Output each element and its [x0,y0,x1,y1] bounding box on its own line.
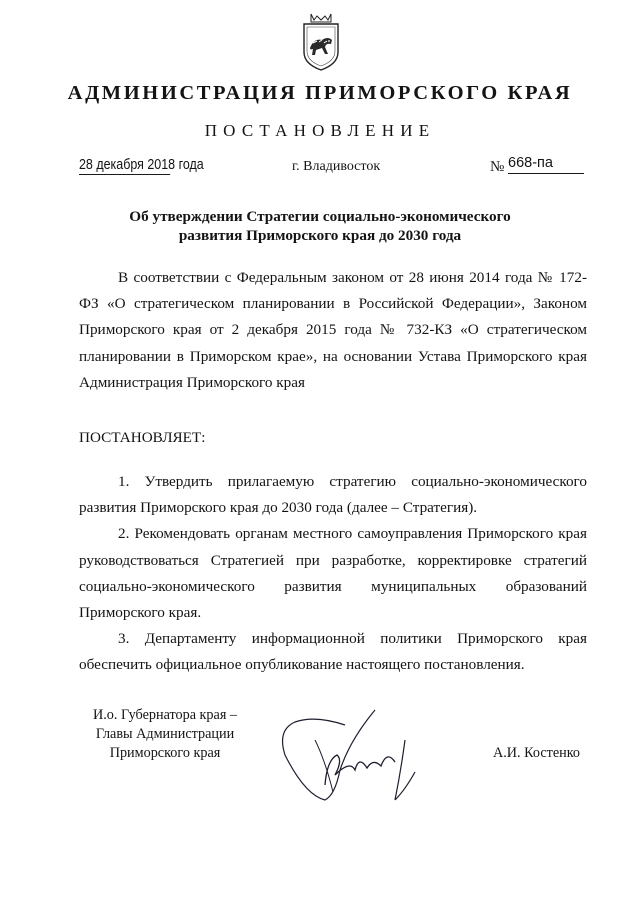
signatory-position [80,706,250,763]
document-title-line-2: развития Приморского края до 2030 года [178,227,462,244]
document-city: г. Владивосток [292,159,381,174]
coat-of-arms-icon [298,10,344,72]
decree-item-1: 1. Утвердить прилагаемую стратегию социально-экономического развития Приморского края до 2030 года (далее – Стратегия). [79,473,587,517]
legal-basis-paragraph [79,265,587,396]
signatory-position-line-2: Главы Администрации [95,726,235,742]
handwritten-signature-icon [255,700,445,810]
decree-item-3: 3. Департаменту информационной политики Приморского края обеспечить официальное опубликование настоящего постановления. [79,630,587,674]
document-title-line-1: Об утверждении Стратегии социально-экономического [129,208,511,225]
document-title [0,207,640,245]
document-number: 668-па [508,155,584,174]
document-date: 28 декабря 2018 года [79,157,204,173]
decree-item-2: 2. Рекомендовать органам местного самоуправления Приморского края руководствоваться Стратегией при разработке, корректировке стратегий социально-экономического развития муниципальных образований Приморского края. [79,525,587,622]
document-number-label: № [490,159,505,175]
signatory-position-line-3: Приморского края [109,745,221,761]
organization-heading: АДМИНИСТРАЦИЯ ПРИМОРСКОГО КРАЯ [67,82,573,104]
signatory-position-line-1: И.о. Губернатора края – [93,707,237,723]
decree-word [79,425,379,451]
document-type-heading: ПОСТАНОВЛЕНИЕ [204,121,436,140]
legal-basis-text: В соответствии с Федеральным законом от 28 июня 2014 года № 172-ФЗ «О стратегическом планировании в Российской Федерации», Законом Приморского края от 2 декабря 2015 года № 732-КЗ «О стратегическом планировании в Приморском крае», на основании Устава Приморского края Администрация Приморского края [79,269,587,391]
decree-word-text: ПОСТАНОВЛЯЕТ: [79,429,206,446]
signer-name: А.И. Костенко [493,745,580,761]
decree-items [79,469,587,679]
